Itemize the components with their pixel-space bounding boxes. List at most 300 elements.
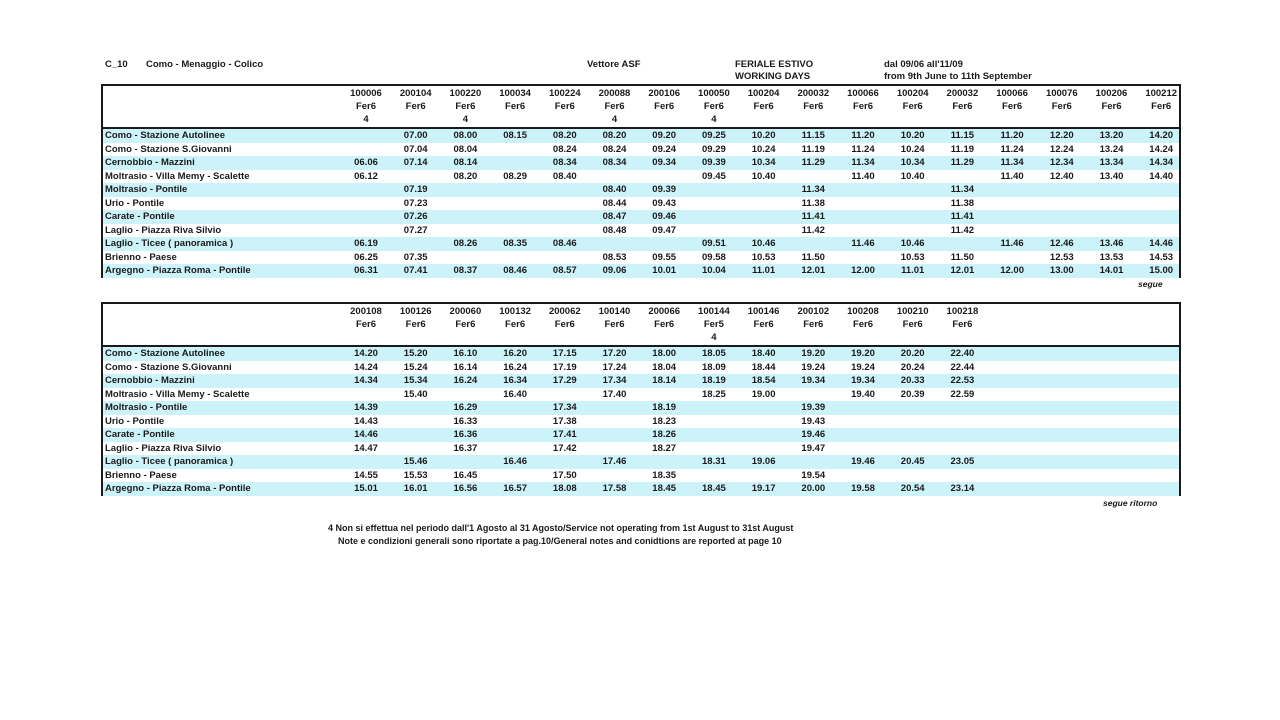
- trip-header: [1136, 87, 1186, 126]
- time-cell: 08.04: [453, 143, 478, 155]
- table-row: [103, 374, 1179, 388]
- time-cell: 11.20: [1000, 130, 1024, 141]
- stop-name: Argegno - Piazza Roma - Pontile: [105, 265, 251, 276]
- trip-type: Fer6: [654, 101, 675, 112]
- trip-header: [788, 305, 838, 344]
- trip-id: 100212: [1145, 88, 1178, 99]
- trip-header: [937, 305, 987, 344]
- trip-note: [391, 331, 441, 344]
- time-cell: 19.54: [801, 469, 826, 481]
- time-cell: 18.19: [652, 402, 677, 413]
- time-cell: 09.55: [652, 251, 677, 263]
- trip-type: Fer6: [554, 319, 575, 330]
- trip-type: Fer6: [952, 319, 973, 330]
- trip-type: Fer6: [852, 319, 874, 330]
- trip-type: Fer6: [1002, 101, 1023, 112]
- time-cell: 16.56: [453, 483, 478, 494]
- time-cell: 11.34: [1000, 157, 1024, 168]
- time-cell: 14.47: [354, 442, 378, 454]
- trip-id: 200108: [350, 306, 382, 317]
- table-row: [103, 415, 1179, 429]
- time-cell: 19.17: [751, 483, 776, 494]
- time-cell: 19.46: [801, 429, 826, 440]
- time-cell: 08.24: [602, 143, 627, 155]
- timetable-body: [103, 129, 1179, 278]
- time-cell: 13.46: [1099, 238, 1124, 249]
- table-row: [103, 251, 1179, 265]
- trip-type: Fer6: [455, 101, 476, 112]
- time-cell: 16.40: [503, 388, 527, 400]
- time-cell: 17.19: [552, 361, 577, 373]
- trip-note: [490, 113, 540, 126]
- time-cell: 19.47: [801, 442, 826, 454]
- stop-name: Como - Stazione S.Giovanni: [105, 361, 232, 373]
- time-cell: 19.06: [751, 456, 776, 467]
- trip-header: [689, 87, 739, 126]
- trip-type: Fer6: [753, 101, 774, 112]
- time-cell: 08.57: [552, 265, 577, 276]
- time-cell: 11.50: [950, 251, 975, 263]
- time-cell: 14.34: [354, 375, 378, 386]
- trip-type: Fer6: [1101, 101, 1122, 112]
- time-cell: 09.45: [702, 170, 726, 182]
- time-cell: 07.00: [403, 130, 428, 141]
- time-cell: 11.19: [801, 143, 825, 155]
- time-cell: 14.01: [1099, 265, 1124, 276]
- trip-header: [1037, 87, 1087, 126]
- time-cell: 10.53: [751, 251, 776, 263]
- time-cell: 18.14: [652, 375, 677, 386]
- trip-header: [590, 87, 640, 126]
- time-cell: 14.20: [354, 348, 378, 359]
- table-row: [103, 442, 1179, 456]
- time-cell: 16.57: [503, 483, 527, 494]
- time-cell: 08.46: [503, 265, 527, 276]
- day-type-en: WORKING DAYS: [735, 71, 811, 82]
- continue-return-label: segue ritorno: [1103, 498, 1158, 508]
- trip-note: [440, 331, 490, 344]
- time-cell: 13.20: [1099, 130, 1124, 141]
- trip-type: Fer6: [1151, 101, 1172, 112]
- time-cell: 12.01: [801, 265, 826, 276]
- time-cell: 13.00: [1049, 265, 1074, 276]
- trip-header: [888, 87, 938, 126]
- trip-type: Fer6: [852, 101, 874, 112]
- time-cell: 11.01: [751, 265, 776, 276]
- table-row: [103, 388, 1179, 402]
- time-cell: 14.39: [354, 402, 378, 413]
- trip-id: 200104: [399, 88, 432, 99]
- time-cell: 16.24: [453, 375, 478, 386]
- time-cell: 14.34: [1149, 157, 1174, 168]
- trip-header: [739, 305, 789, 344]
- time-cell: 17.34: [602, 375, 627, 386]
- time-cell: 23.05: [950, 456, 975, 467]
- trip-type: Fer6: [952, 101, 973, 112]
- trip-id: 100204: [747, 88, 780, 99]
- time-cell: 18.19: [702, 375, 726, 386]
- trip-type: Fer6: [803, 101, 824, 112]
- table-row: [103, 237, 1179, 251]
- trip-note: [391, 113, 441, 126]
- trip-note: [341, 331, 391, 344]
- time-cell: 18.09: [702, 361, 726, 373]
- trip-type: Fer6: [902, 101, 923, 112]
- stop-name: Moltrasio - Pontile: [105, 402, 188, 413]
- stop-name: Carate - Pontile: [105, 211, 175, 222]
- time-cell: 12.40: [1049, 170, 1074, 182]
- time-cell: 15.01: [354, 483, 378, 494]
- time-cell: 10.20: [900, 130, 925, 141]
- trip-note: [639, 113, 689, 126]
- table-row: [103, 170, 1179, 184]
- table-row: [103, 455, 1179, 469]
- period-it: dal 09/06 all'11/09: [884, 59, 963, 70]
- stop-name: Cernobbio - Mazzini: [105, 157, 195, 168]
- trip-id: 200032: [946, 88, 979, 99]
- time-cell: 08.40: [552, 170, 577, 182]
- table-row: [103, 428, 1179, 442]
- trip-type: Fer6: [703, 101, 724, 112]
- trip-type: Fer6: [1051, 101, 1072, 112]
- trip-id: 200060: [449, 306, 482, 317]
- trip-type: Fer6: [654, 319, 675, 330]
- stop-name: Moltrasio - Villa Memy - Scalette: [105, 388, 250, 400]
- trip-note: [937, 331, 987, 344]
- time-cell: 19.24: [801, 361, 826, 373]
- time-cell: 09.39: [652, 184, 677, 195]
- table-row: [103, 210, 1179, 224]
- time-cell: 18.25: [702, 388, 726, 400]
- time-cell: 19.39: [801, 402, 826, 413]
- trip-note: [788, 113, 838, 126]
- time-cell: 08.24: [552, 143, 577, 155]
- time-cell: 08.00: [453, 130, 478, 141]
- time-cell: 09.39: [702, 157, 726, 168]
- time-cell: 14.40: [1149, 170, 1174, 182]
- time-cell: 11.41: [950, 211, 975, 222]
- trip-header: [639, 305, 689, 344]
- time-cell: 19.00: [751, 388, 776, 400]
- trip-id: 200102: [797, 306, 830, 317]
- time-cell: 19.46: [851, 456, 875, 467]
- time-cell: 10.34: [751, 157, 776, 168]
- trip-note: [838, 113, 888, 126]
- time-cell: 18.05: [702, 348, 726, 359]
- time-cell: 19.43: [801, 415, 826, 427]
- time-cell: 16.36: [453, 429, 478, 440]
- time-cell: 19.20: [851, 348, 875, 359]
- trip-id: 100218: [946, 306, 979, 317]
- time-cell: 11.01: [901, 265, 925, 276]
- time-cell: 19.24: [851, 361, 875, 373]
- time-cell: 10.24: [751, 143, 776, 155]
- trip-note: [937, 113, 987, 126]
- time-cell: 10.34: [900, 157, 925, 168]
- time-cell: 18.00: [652, 348, 677, 359]
- time-cell: 09.34: [652, 157, 677, 168]
- trip-header: [540, 87, 590, 126]
- time-cell: 08.40: [602, 184, 627, 195]
- trip-type: Fer5: [703, 319, 724, 330]
- trip-type: Fer6: [405, 319, 426, 330]
- time-cell: 18.40: [751, 348, 776, 359]
- time-cell: 18.45: [702, 483, 726, 494]
- time-cell: 17.34: [552, 402, 577, 413]
- trip-header: [490, 87, 540, 126]
- time-cell: 22.59: [950, 388, 975, 400]
- time-cell: 08.37: [453, 265, 478, 276]
- stop-name: Cernobbio - Mazzini: [105, 375, 195, 386]
- stop-name: Laglio - Piazza Riva Silvio: [105, 442, 222, 454]
- time-cell: 09.46: [652, 211, 677, 222]
- timetable-header: [103, 86, 1179, 129]
- time-cell: 17.38: [552, 415, 577, 427]
- trip-note: [540, 113, 590, 126]
- table-row: [103, 347, 1179, 361]
- time-cell: 14.55: [354, 469, 378, 481]
- continue-label: segue: [1138, 279, 1163, 289]
- time-cell: 11.38: [950, 197, 975, 209]
- time-cell: 16.45: [453, 469, 478, 481]
- time-cell: 12.00: [1000, 265, 1024, 276]
- trip-note: 4: [363, 114, 369, 125]
- time-cell: 10.20: [751, 130, 776, 141]
- day-type-it: FERIALE ESTIVO: [735, 59, 814, 70]
- trip-note: [1037, 113, 1087, 126]
- time-cell: 07.41: [403, 265, 428, 276]
- stop-name: Brienno - Paese: [105, 469, 177, 481]
- time-cell: 18.27: [652, 442, 677, 454]
- time-cell: 11.38: [801, 197, 825, 209]
- time-cell: 10.04: [702, 265, 726, 276]
- time-cell: 10.53: [900, 251, 925, 263]
- stop-name: Moltrasio - Pontile: [105, 184, 188, 195]
- trip-type: Fer6: [604, 319, 625, 330]
- time-cell: 19.40: [851, 388, 875, 400]
- time-cell: 16.20: [503, 348, 527, 359]
- time-cell: 13.53: [1099, 251, 1124, 263]
- time-cell: 07.26: [403, 211, 428, 222]
- trip-note: 4: [711, 332, 717, 343]
- time-cell: 09.25: [702, 130, 726, 141]
- trip-header: [788, 87, 838, 126]
- time-cell: 10.24: [900, 143, 925, 155]
- time-cell: 19.34: [851, 375, 875, 386]
- trip-id: 100208: [847, 306, 879, 317]
- time-cell: 20.20: [900, 348, 925, 359]
- stop-name: Como - Stazione Autolinee: [105, 130, 225, 141]
- trip-id: 100066: [847, 88, 879, 99]
- time-cell: 11.24: [851, 143, 875, 155]
- trip-header: [838, 87, 888, 126]
- time-cell: 18.45: [652, 483, 677, 494]
- time-cell: 11.40: [1000, 170, 1024, 182]
- footnote-general: Note e condizioni generali sono riportate a pag.10/General notes and conidtions are reported at page 10: [338, 536, 782, 546]
- time-cell: 11.41: [801, 211, 825, 222]
- time-cell: 14.20: [1149, 130, 1174, 141]
- time-cell: 08.34: [602, 157, 627, 168]
- time-cell: 17.29: [552, 375, 577, 386]
- trip-id: 100220: [449, 88, 482, 99]
- timetable-2: [101, 302, 1181, 496]
- trip-header: [739, 87, 789, 126]
- time-cell: 17.46: [602, 456, 627, 467]
- time-cell: 16.29: [453, 402, 478, 413]
- time-cell: 07.35: [403, 251, 428, 263]
- trip-id: 100132: [499, 306, 531, 317]
- trip-note: [739, 113, 789, 126]
- stop-name: Brienno - Paese: [105, 251, 177, 263]
- table-row: [103, 143, 1179, 157]
- stop-name: Carate - Pontile: [105, 429, 175, 440]
- trip-id: 100126: [399, 306, 432, 317]
- trip-id: 100140: [598, 306, 631, 317]
- time-cell: 13.40: [1099, 170, 1124, 182]
- trip-header: [341, 87, 391, 126]
- time-cell: 10.01: [652, 265, 677, 276]
- time-cell: 17.50: [552, 469, 577, 481]
- time-cell: 15.00: [1149, 265, 1174, 276]
- time-cell: 15.24: [403, 361, 428, 373]
- trip-note: [888, 113, 938, 126]
- trip-id: 200032: [797, 88, 830, 99]
- time-cell: 08.20: [552, 130, 577, 141]
- line-code: C_10: [105, 59, 128, 70]
- trip-id: 200062: [548, 306, 581, 317]
- operator: Vettore ASF: [587, 59, 641, 70]
- time-cell: 15.34: [403, 375, 428, 386]
- table-row: [103, 156, 1179, 170]
- time-cell: 14.46: [1149, 238, 1174, 249]
- time-cell: 08.20: [602, 130, 627, 141]
- time-cell: 11.29: [950, 157, 975, 168]
- time-cell: 09.47: [652, 224, 677, 236]
- timetable-1: [101, 84, 1181, 278]
- time-cell: 11.19: [950, 143, 975, 155]
- time-cell: 07.14: [403, 157, 428, 168]
- time-cell: 12.01: [950, 265, 975, 276]
- time-cell: 08.20: [453, 170, 478, 182]
- time-cell: 16.24: [503, 361, 527, 373]
- time-cell: 11.46: [1000, 238, 1024, 249]
- trip-id: 200088: [598, 88, 631, 99]
- trip-id: 100206: [1095, 88, 1128, 99]
- time-cell: 18.44: [751, 361, 776, 373]
- trip-header: [590, 305, 640, 344]
- time-cell: 14.46: [354, 429, 378, 440]
- time-cell: 16.14: [453, 361, 478, 373]
- time-cell: 18.35: [652, 469, 677, 481]
- trip-id: 100050: [698, 88, 730, 99]
- time-cell: 18.54: [751, 375, 776, 386]
- trip-note: [590, 331, 640, 344]
- time-cell: 07.19: [403, 184, 428, 195]
- route-name: Como - Menaggio - Colico: [146, 59, 264, 70]
- trip-header: [490, 305, 540, 344]
- trip-header: [888, 305, 938, 344]
- time-cell: 17.42: [552, 442, 577, 454]
- trip-id: 100204: [896, 88, 929, 99]
- time-cell: 16.46: [503, 456, 527, 467]
- trip-type: Fer6: [355, 319, 377, 330]
- time-cell: 20.00: [801, 483, 826, 494]
- trip-header: [937, 87, 987, 126]
- table-row: [103, 469, 1179, 483]
- stop-name: Urio - Pontile: [105, 197, 165, 209]
- time-cell: 20.45: [900, 456, 925, 467]
- time-cell: 17.41: [552, 429, 577, 440]
- time-cell: 10.46: [900, 238, 925, 249]
- trip-type: Fer6: [753, 319, 774, 330]
- time-cell: 07.04: [403, 143, 428, 155]
- trip-header: [838, 305, 888, 344]
- trip-note: [739, 331, 789, 344]
- trip-id: 100224: [548, 88, 581, 99]
- stop-name: Laglio - Piazza Riva Silvio: [105, 224, 222, 236]
- time-cell: 16.34: [503, 375, 527, 386]
- time-cell: 13.24: [1099, 143, 1124, 155]
- time-cell: 11.34: [851, 157, 875, 168]
- trip-type: Fer6: [604, 101, 625, 112]
- trip-type: Fer6: [902, 319, 923, 330]
- time-cell: 19.34: [801, 375, 826, 386]
- time-cell: 22.53: [950, 375, 975, 386]
- trip-id: 200106: [648, 88, 681, 99]
- time-cell: 06.25: [354, 251, 378, 263]
- time-cell: 20.24: [900, 361, 925, 373]
- table-row: [103, 224, 1179, 238]
- table-row: [103, 264, 1179, 278]
- time-cell: 11.40: [851, 170, 875, 182]
- time-cell: 19.20: [801, 348, 826, 359]
- time-cell: 08.44: [602, 197, 627, 209]
- trip-type: Fer6: [803, 319, 824, 330]
- trip-header: [987, 87, 1037, 126]
- trip-note: [540, 331, 590, 344]
- trip-type: Fer6: [554, 101, 575, 112]
- trip-header: [440, 87, 490, 126]
- time-cell: 09.24: [652, 143, 677, 155]
- time-cell: 16.01: [403, 483, 428, 494]
- time-cell: 19.58: [851, 483, 875, 494]
- time-cell: 11.34: [801, 184, 825, 195]
- time-cell: 17.24: [602, 361, 627, 373]
- trip-header: [341, 305, 391, 344]
- footnote-4: 4 Non si effettua nel periodo dall'1 Agosto al 31 Agosto/Service not operating from 1st August to 31st August: [328, 523, 794, 533]
- time-cell: 23.14: [950, 483, 975, 494]
- time-cell: 17.40: [602, 388, 627, 400]
- table-row: [103, 361, 1179, 375]
- trip-header: [391, 305, 441, 344]
- time-cell: 12.53: [1049, 251, 1074, 263]
- time-cell: 09.58: [702, 251, 726, 263]
- trip-id: 100210: [896, 306, 929, 317]
- time-cell: 11.50: [801, 251, 825, 263]
- table-row: [103, 183, 1179, 197]
- time-cell: 18.26: [652, 429, 677, 440]
- time-cell: 22.40: [950, 348, 975, 359]
- time-cell: 08.47: [602, 211, 627, 222]
- time-cell: 09.51: [702, 238, 726, 249]
- time-cell: 14.53: [1149, 251, 1174, 263]
- trip-type: Fer6: [505, 101, 526, 112]
- time-cell: 15.46: [403, 456, 428, 467]
- time-cell: 08.15: [503, 130, 527, 141]
- time-cell: 12.34: [1049, 157, 1074, 168]
- trip-note: [838, 331, 888, 344]
- trip-note: [639, 331, 689, 344]
